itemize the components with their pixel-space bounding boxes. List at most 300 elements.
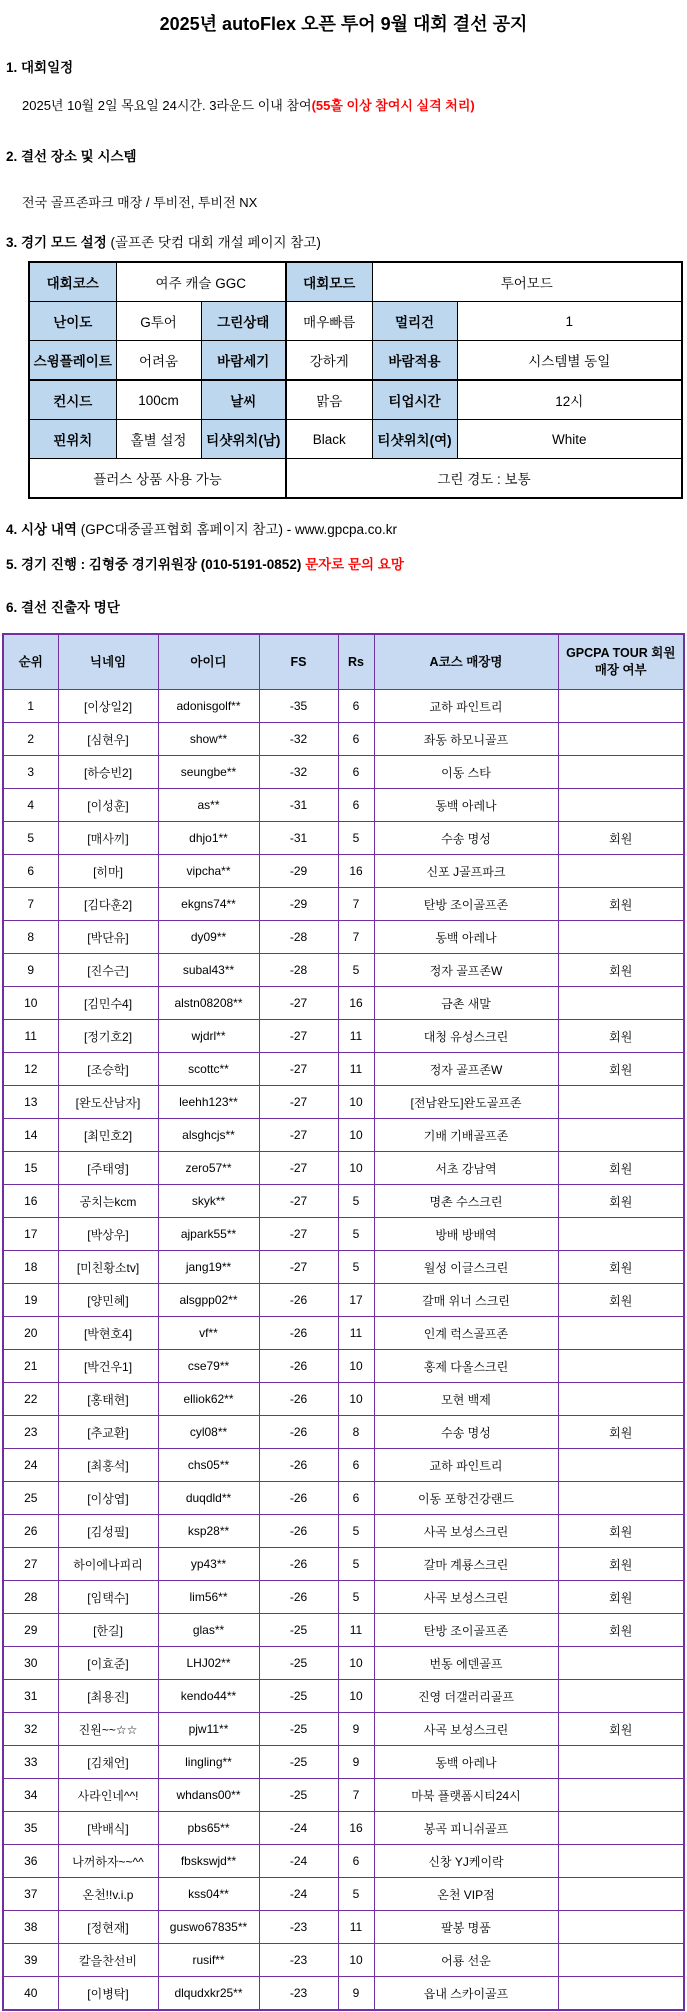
roster-table [2, 633, 685, 2011]
id-cell: alsghcjs** [158, 1119, 259, 1152]
disqualification-warning: (55홀 이상 참여시 실격 처리) [311, 98, 475, 113]
rs-cell: 6 [338, 1482, 374, 1515]
roster-row [3, 1218, 684, 1251]
roster-row [3, 822, 684, 855]
roster-row [3, 756, 684, 789]
rs-cell: 5 [338, 1548, 374, 1581]
rank-cell: 7 [3, 888, 58, 921]
nickname-cell: [김다훈2] [58, 888, 158, 921]
roster-row [3, 1119, 684, 1152]
rank-cell: 22 [3, 1383, 58, 1416]
section-4-heading: 4. 시상 내역 (GPC대중골프협회 홈페이지 참고) - www.gpcpa.co.kr [6, 522, 397, 537]
rank-cell: 16 [3, 1185, 58, 1218]
store-name-cell: 수송 명성 [374, 822, 558, 855]
rs-cell: 6 [338, 1845, 374, 1878]
rs-cell: 16 [338, 987, 374, 1020]
member-status-cell [558, 756, 684, 789]
roster-row [3, 1944, 684, 1977]
member-status-cell: 회원 [558, 1581, 684, 1614]
rs-cell: 7 [338, 888, 374, 921]
roster-row [3, 789, 684, 822]
roster-row [3, 1779, 684, 1812]
fs-cell: -25 [259, 1746, 338, 1779]
member-status-cell: 회원 [558, 888, 684, 921]
fs-cell: -26 [259, 1482, 338, 1515]
fs-cell: -29 [259, 888, 338, 921]
roster-row [3, 1416, 684, 1449]
member-status-cell: 회원 [558, 1548, 684, 1581]
roster-column-header: Rs [338, 634, 374, 690]
roster-row [3, 1482, 684, 1515]
id-cell: ajpark55** [158, 1218, 259, 1251]
fs-cell: -27 [259, 1119, 338, 1152]
roster-column-header: 순위 [3, 634, 58, 690]
fs-cell: -26 [259, 1317, 338, 1350]
id-cell: lingling** [158, 1746, 259, 1779]
store-name-cell: 방배 방배역 [374, 1218, 558, 1251]
rs-cell: 5 [338, 822, 374, 855]
fs-cell: -26 [259, 1449, 338, 1482]
roster-column-header: GPCPA TOUR 회원 매장 여부 [558, 634, 684, 690]
nickname-cell: 사라인네^^! [58, 1779, 158, 1812]
id-cell: fbskswjd** [158, 1845, 259, 1878]
store-name-cell: 신포 J골프파크 [374, 855, 558, 888]
section-1-heading: 1. 대회일정 [6, 60, 74, 75]
member-status-cell [558, 855, 684, 888]
page-title: 2025년 autoFlex 오픈 투어 9월 대회 결선 공지 [159, 14, 528, 34]
nickname-cell: [매사끼] [58, 822, 158, 855]
id-cell: scottc** [158, 1053, 259, 1086]
roster-row [3, 954, 684, 987]
roster-row [3, 1911, 684, 1944]
id-cell: skyk** [158, 1185, 259, 1218]
nickname-cell: [김채언] [58, 1746, 158, 1779]
member-status-cell [558, 1317, 684, 1350]
id-cell: rusif** [158, 1944, 259, 1977]
fs-cell: -26 [259, 1383, 338, 1416]
setting-label: 티샷위치(남) [201, 420, 286, 459]
schedule-text: 2025년 10월 2일 목요일 24시간. 3라운드 이내 참여 [22, 98, 312, 113]
member-status-cell: 회원 [558, 954, 684, 987]
rs-cell: 10 [338, 1944, 374, 1977]
rs-cell: 5 [338, 1218, 374, 1251]
setting-label: 티업시간 [372, 380, 457, 420]
roster-column-header: 닉네임 [58, 634, 158, 690]
rank-cell: 5 [3, 822, 58, 855]
fs-cell: -25 [259, 1713, 338, 1746]
rs-cell: 5 [338, 1581, 374, 1614]
fs-cell: -26 [259, 1548, 338, 1581]
setting-label: 스윙플레이트 [29, 341, 116, 381]
setting-value: 투어모드 [372, 262, 682, 302]
nickname-cell: [추교환] [58, 1416, 158, 1449]
id-cell: guswo67835** [158, 1911, 259, 1944]
nickname-cell: [이상일2] [58, 690, 158, 723]
rs-cell: 11 [338, 1911, 374, 1944]
member-status-cell: 회원 [558, 1152, 684, 1185]
store-name-cell: 온천 VIP점 [374, 1878, 558, 1911]
store-name-cell: 이동 포항건강랜드 [374, 1482, 558, 1515]
fs-cell: -25 [259, 1779, 338, 1812]
member-status-cell: 회원 [558, 1416, 684, 1449]
nickname-cell: [양민혜] [58, 1284, 158, 1317]
roster-row [3, 1020, 684, 1053]
nickname-cell: [임택수] [58, 1581, 158, 1614]
store-name-cell: 탄방 조이골프존 [374, 1614, 558, 1647]
store-name-cell: 어룡 선운 [374, 1944, 558, 1977]
nickname-cell: [한길] [58, 1614, 158, 1647]
store-name-cell: 사곡 보성스크린 [374, 1713, 558, 1746]
setting-label: 난이도 [29, 302, 116, 341]
rank-cell: 18 [3, 1251, 58, 1284]
setting-value: 맑음 [286, 380, 372, 420]
member-status-cell: 회원 [558, 1251, 684, 1284]
id-cell: zero57** [158, 1152, 259, 1185]
member-status-cell: 회원 [558, 1284, 684, 1317]
rank-cell: 35 [3, 1812, 58, 1845]
section-2-heading: 2. 결선 장소 및 시스템 [6, 149, 137, 164]
id-cell: leehh123** [158, 1086, 259, 1119]
id-cell: kss04** [158, 1878, 259, 1911]
section-3-heading: 3. 경기 모드 설정 (골프존 닷컴 대회 개설 페이지 참고) [6, 235, 321, 250]
id-cell: ekgns74** [158, 888, 259, 921]
setting-value: 그린 경도 : 보통 [286, 459, 682, 499]
nickname-cell: [이효준] [58, 1647, 158, 1680]
roster-row [3, 1548, 684, 1581]
roster-row [3, 1614, 684, 1647]
settings-table [28, 261, 683, 499]
id-cell: pjw11** [158, 1713, 259, 1746]
nickname-cell: [이상엽] [58, 1482, 158, 1515]
nickname-cell: [완도산남자] [58, 1086, 158, 1119]
roster-row [3, 1878, 684, 1911]
rank-cell: 4 [3, 789, 58, 822]
rs-cell: 10 [338, 1119, 374, 1152]
rs-cell: 6 [338, 690, 374, 723]
fs-cell: -27 [259, 1086, 338, 1119]
id-cell: duqdld** [158, 1482, 259, 1515]
fs-cell: -31 [259, 789, 338, 822]
fs-cell: -23 [259, 1911, 338, 1944]
rank-cell: 2 [3, 723, 58, 756]
rank-cell: 17 [3, 1218, 58, 1251]
rs-cell: 6 [338, 789, 374, 822]
store-name-cell: 탄방 조이골프존 [374, 888, 558, 921]
rs-cell: 9 [338, 1746, 374, 1779]
rank-cell: 33 [3, 1746, 58, 1779]
fs-cell: -25 [259, 1680, 338, 1713]
member-status-cell [558, 1779, 684, 1812]
nickname-cell: [최홍석] [58, 1449, 158, 1482]
member-status-cell [558, 1647, 684, 1680]
rank-cell: 14 [3, 1119, 58, 1152]
roster-row [3, 1383, 684, 1416]
roster-column-header: FS [259, 634, 338, 690]
rank-cell: 10 [3, 987, 58, 1020]
member-status-cell [558, 1218, 684, 1251]
rs-cell: 10 [338, 1680, 374, 1713]
member-status-cell [558, 1812, 684, 1845]
id-cell: as** [158, 789, 259, 822]
store-name-cell: 신창 YJ케이락 [374, 1845, 558, 1878]
store-name-cell: 사곡 보성스크린 [374, 1581, 558, 1614]
fs-cell: -26 [259, 1581, 338, 1614]
store-name-cell: 인계 럭스골프존 [374, 1317, 558, 1350]
fs-cell: -28 [259, 921, 338, 954]
member-status-cell [558, 1878, 684, 1911]
nickname-cell: [김성필] [58, 1515, 158, 1548]
rank-cell: 20 [3, 1317, 58, 1350]
rs-cell: 10 [338, 1152, 374, 1185]
setting-value: 12시 [457, 380, 682, 420]
rs-cell: 6 [338, 756, 374, 789]
roster-row [3, 1152, 684, 1185]
member-status-cell: 회원 [558, 1053, 684, 1086]
store-name-cell: 갈매 위너 스크린 [374, 1284, 558, 1317]
member-status-cell [558, 1449, 684, 1482]
fs-cell: -35 [259, 690, 338, 723]
setting-value: G투어 [116, 302, 201, 341]
store-name-cell: 동백 아레나 [374, 921, 558, 954]
roster-row [3, 1713, 684, 1746]
roster-row [3, 1284, 684, 1317]
fs-cell: -27 [259, 1020, 338, 1053]
rs-cell: 10 [338, 1647, 374, 1680]
member-status-cell [558, 1086, 684, 1119]
member-status-cell [558, 1944, 684, 1977]
fs-cell: -25 [259, 1647, 338, 1680]
fs-cell: -28 [259, 954, 338, 987]
rank-cell: 28 [3, 1581, 58, 1614]
store-name-cell: 좌동 하모니골프 [374, 723, 558, 756]
member-status-cell [558, 690, 684, 723]
store-name-cell: 명촌 수스크린 [374, 1185, 558, 1218]
rs-cell: 7 [338, 921, 374, 954]
fs-cell: -24 [259, 1878, 338, 1911]
rank-cell: 27 [3, 1548, 58, 1581]
member-status-cell [558, 987, 684, 1020]
setting-label: 바람적용 [372, 341, 457, 381]
rank-cell: 30 [3, 1647, 58, 1680]
settings-table-body [29, 262, 682, 498]
rs-cell: 6 [338, 1449, 374, 1482]
store-name-cell: 금촌 새말 [374, 987, 558, 1020]
store-name-cell: 월성 이글스크린 [374, 1251, 558, 1284]
member-status-cell [558, 1350, 684, 1383]
setting-label: 대회모드 [286, 262, 372, 302]
fs-cell: -27 [259, 1053, 338, 1086]
rank-cell: 34 [3, 1779, 58, 1812]
id-cell: dhjo1** [158, 822, 259, 855]
nickname-cell: 하이에나피리 [58, 1548, 158, 1581]
nickname-cell: 온천!!v.i.p [58, 1878, 158, 1911]
contact-by-text-notice: 문자로 문의 요망 [305, 557, 404, 572]
nickname-cell: [정현재] [58, 1911, 158, 1944]
id-cell: yp43** [158, 1548, 259, 1581]
store-name-cell: 대청 유성스크린 [374, 1020, 558, 1053]
nickname-cell: [히마] [58, 855, 158, 888]
rank-cell: 39 [3, 1944, 58, 1977]
rs-cell: 9 [338, 1713, 374, 1746]
roster-row [3, 1977, 684, 2011]
rs-cell: 16 [338, 855, 374, 888]
member-status-cell [558, 789, 684, 822]
rs-cell: 9 [338, 1977, 374, 2011]
setting-value: 플러스 상품 사용 가능 [29, 459, 286, 499]
store-name-cell: 동백 아레나 [374, 789, 558, 822]
setting-value: 강하게 [286, 341, 372, 381]
id-cell: ksp28** [158, 1515, 259, 1548]
store-name-cell: 사곡 보성스크린 [374, 1515, 558, 1548]
section-4-note: (GPC대중골프협회 홈페이지 참고) - www.gpcpa.co.kr [80, 522, 397, 537]
roster-row [3, 1251, 684, 1284]
setting-value: 어려움 [116, 341, 201, 381]
fs-cell: -27 [259, 1152, 338, 1185]
nickname-cell: [김민수4] [58, 987, 158, 1020]
setting-value: 여주 캐슬 GGC [116, 262, 286, 302]
rank-cell: 29 [3, 1614, 58, 1647]
roster-row [3, 1812, 684, 1845]
member-status-cell [558, 1911, 684, 1944]
roster-row [3, 921, 684, 954]
roster-row [3, 690, 684, 723]
store-name-cell: 갈마 계룡스크린 [374, 1548, 558, 1581]
member-status-cell: 회원 [558, 1614, 684, 1647]
id-cell: show** [158, 723, 259, 756]
rank-cell: 32 [3, 1713, 58, 1746]
setting-value: 100cm [116, 380, 201, 420]
rank-cell: 31 [3, 1680, 58, 1713]
id-cell: dlqudxkr25** [158, 1977, 259, 2011]
fs-cell: -29 [259, 855, 338, 888]
roster-row [3, 1746, 684, 1779]
roster-column-header: 아이디 [158, 634, 259, 690]
fs-cell: -27 [259, 1185, 338, 1218]
id-cell: jang19** [158, 1251, 259, 1284]
id-cell: dy09** [158, 921, 259, 954]
roster-column-header: A코스 매장명 [374, 634, 558, 690]
member-status-cell [558, 1845, 684, 1878]
nickname-cell: [박단유] [58, 921, 158, 954]
id-cell: cse79** [158, 1350, 259, 1383]
member-status-cell [558, 1482, 684, 1515]
fs-cell: -23 [259, 1944, 338, 1977]
store-name-cell: 모현 백제 [374, 1383, 558, 1416]
id-cell: wjdrl** [158, 1020, 259, 1053]
fs-cell: -32 [259, 756, 338, 789]
section-1-body [22, 97, 687, 115]
rank-cell: 13 [3, 1086, 58, 1119]
store-name-cell: 팔봉 명품 [374, 1911, 558, 1944]
nickname-cell: 진원~~☆☆ [58, 1713, 158, 1746]
nickname-cell: [최용진] [58, 1680, 158, 1713]
setting-label: 핀위치 [29, 420, 116, 459]
setting-value: White [457, 420, 682, 459]
rank-cell: 23 [3, 1416, 58, 1449]
setting-label: 그린상태 [201, 302, 286, 341]
rs-cell: 5 [338, 954, 374, 987]
id-cell: vipcha** [158, 855, 259, 888]
roster-row [3, 1317, 684, 1350]
store-name-cell: [전남완도]완도골프존 [374, 1086, 558, 1119]
fs-cell: -26 [259, 1515, 338, 1548]
nickname-cell: [조승학] [58, 1053, 158, 1086]
store-name-cell: 서초 강남역 [374, 1152, 558, 1185]
fs-cell: -27 [259, 1218, 338, 1251]
id-cell: vf** [158, 1317, 259, 1350]
fs-cell: -26 [259, 1416, 338, 1449]
roster-row [3, 1581, 684, 1614]
setting-label: 바람세기 [201, 341, 286, 381]
rank-cell: 40 [3, 1977, 58, 2011]
roster-row [3, 1350, 684, 1383]
id-cell: cyl08** [158, 1416, 259, 1449]
nickname-cell: [홍태현] [58, 1383, 158, 1416]
roster-row [3, 1515, 684, 1548]
store-name-cell: 마북 플랫폼시티24시 [374, 1779, 558, 1812]
rs-cell: 5 [338, 1251, 374, 1284]
id-cell: glas** [158, 1614, 259, 1647]
store-name-cell: 정자 골프존W [374, 954, 558, 987]
store-name-cell: 진영 더갤러리골프 [374, 1680, 558, 1713]
rs-cell: 11 [338, 1614, 374, 1647]
rank-cell: 15 [3, 1152, 58, 1185]
rank-cell: 19 [3, 1284, 58, 1317]
nickname-cell: 나꺼하자~~^^ [58, 1845, 158, 1878]
store-name-cell: 봉곡 피니쉬골프 [374, 1812, 558, 1845]
section-6-heading: 6. 결선 진출자 명단 [6, 600, 120, 615]
rank-cell: 21 [3, 1350, 58, 1383]
store-name-cell: 기배 기배골프존 [374, 1119, 558, 1152]
rank-cell: 25 [3, 1482, 58, 1515]
id-cell: adonisgolf** [158, 690, 259, 723]
roster-row [3, 888, 684, 921]
rank-cell: 24 [3, 1449, 58, 1482]
roster-table-body [3, 690, 684, 2011]
nickname-cell: [최민호2] [58, 1119, 158, 1152]
id-cell: lim56** [158, 1581, 259, 1614]
nickname-cell: [박상우] [58, 1218, 158, 1251]
member-status-cell: 회원 [558, 822, 684, 855]
member-status-cell: 회원 [558, 1020, 684, 1053]
setting-label: 날씨 [201, 380, 286, 420]
fs-cell: -24 [259, 1845, 338, 1878]
store-name-cell: 홍제 다올스크린 [374, 1350, 558, 1383]
rs-cell: 6 [338, 723, 374, 756]
nickname-cell: [주태영] [58, 1152, 158, 1185]
member-status-cell: 회원 [558, 1515, 684, 1548]
nickname-cell: [정기호2] [58, 1020, 158, 1053]
nickname-cell: [박현호4] [58, 1317, 158, 1350]
nickname-cell: [미친황소tv] [58, 1251, 158, 1284]
fs-cell: -31 [259, 822, 338, 855]
rank-cell: 8 [3, 921, 58, 954]
id-cell: alsgpp02** [158, 1284, 259, 1317]
nickname-cell: [박건우1] [58, 1350, 158, 1383]
nickname-cell: [박배식] [58, 1812, 158, 1845]
nickname-cell: [심현우] [58, 723, 158, 756]
rank-cell: 26 [3, 1515, 58, 1548]
fs-cell: -25 [259, 1614, 338, 1647]
nickname-cell: [이병탁] [58, 1977, 158, 2011]
rs-cell: 5 [338, 1185, 374, 1218]
rank-cell: 6 [3, 855, 58, 888]
roster-header-row [3, 634, 684, 690]
section-2-body: 전국 골프존파크 매장 / 투비전, 투비전 NX [22, 195, 258, 210]
member-status-cell [558, 921, 684, 954]
member-status-cell [558, 1746, 684, 1779]
rs-cell: 5 [338, 1515, 374, 1548]
